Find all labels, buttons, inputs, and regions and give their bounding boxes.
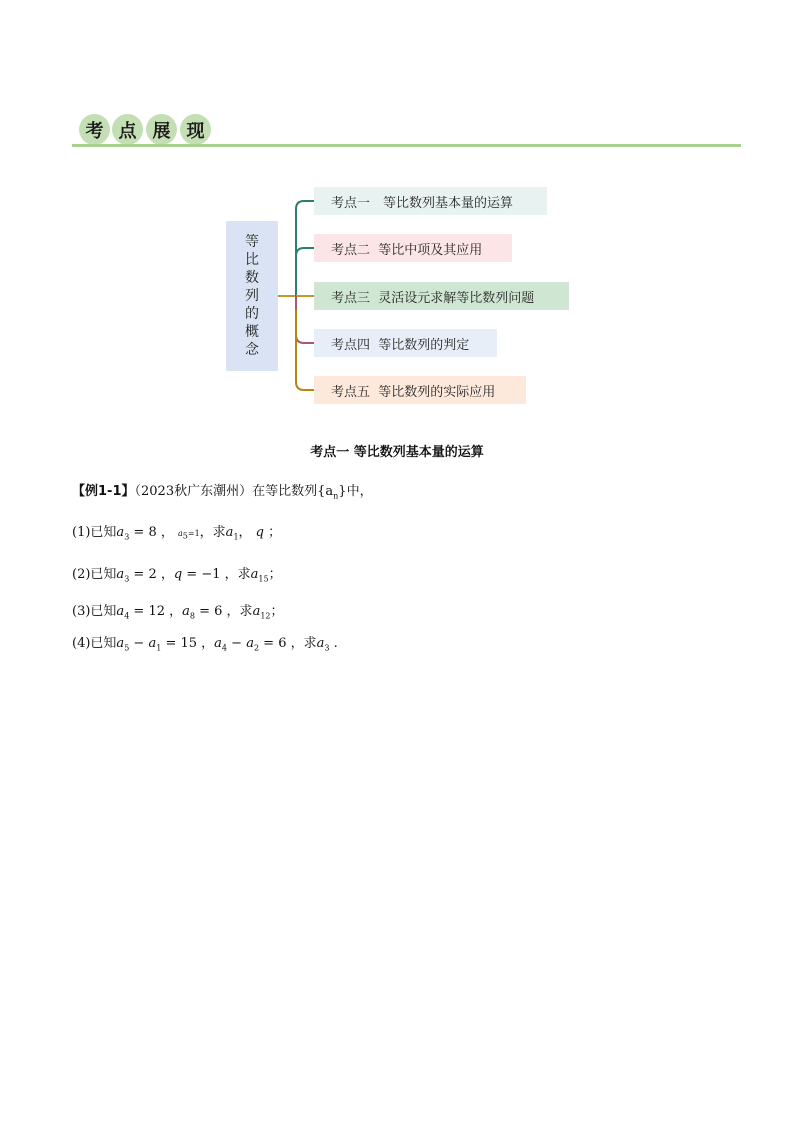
example-label: 【例1-1】 — [72, 484, 135, 499]
example-text-b: 中， — [346, 484, 373, 499]
section-title: 考点一 等比数列基本量的运算 — [310, 445, 484, 460]
example-text-a: 在等比数列 — [252, 484, 318, 499]
problem-4: (4)已知$a_5 - a_1 = 15$ ，$a_4 - a_2 = 6$ ，求$a_3$ . — [72, 636, 338, 653]
connector-branch-2 — [296, 248, 314, 280]
problem-3: (3)已知$a_4 = 12$ ，$a_8 = 6$ ，求$a_{12}$； — [72, 604, 284, 621]
root-char: 比 — [245, 252, 259, 268]
root-char: 数 — [245, 270, 259, 286]
header-char-1: 考 — [79, 114, 110, 145]
problem-2: (2)已知$a_3 = 2$ ，q = −1 ，求$a_{15}$； — [72, 567, 282, 584]
example-source: （2023秋广东潮州） — [134, 484, 253, 499]
header-char-4: 现 — [180, 114, 211, 145]
sequence-symbol: $\{a_n\}$ — [317, 484, 347, 501]
example-heading — [72, 480, 373, 501]
root-char: 等 — [245, 234, 259, 250]
root-char: 的 — [245, 306, 259, 322]
mindmap-branch-1: 考点一 等比数列基本量的运算 — [314, 187, 547, 215]
mindmap-root — [226, 221, 278, 371]
mindmap-branch-4: 考点四 等比数列的判定 — [314, 329, 497, 357]
mindmap-branch-5: 考点五 等比数列的实际应用 — [314, 376, 526, 404]
connector-branch-5 — [296, 310, 314, 390]
problem-1: (1)已知$a_3 = 8$ ， $a_5=1$，求$a_1$， q ； — [72, 525, 282, 542]
mindmap-branch-3: 考点三 灵活设元求解等比数列问题 — [314, 282, 569, 310]
root-char: 念 — [245, 342, 259, 358]
mindmap-branch-2: 考点二 等比中项及其应用 — [314, 234, 512, 262]
root-char: 列 — [245, 288, 259, 304]
header-char-3: 展 — [146, 114, 177, 145]
connector-branch-4 — [296, 296, 314, 343]
header-char-2: 点 — [112, 114, 143, 145]
root-char: 概 — [245, 324, 259, 340]
